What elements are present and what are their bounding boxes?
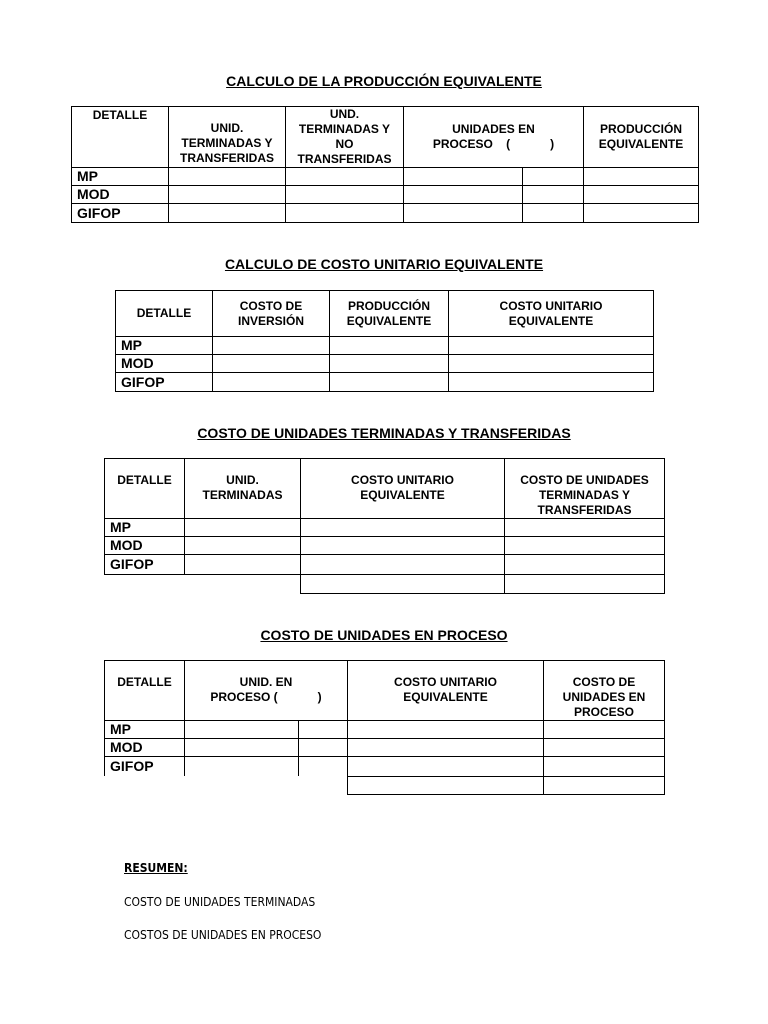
table2-cell[interactable]: [329, 372, 449, 392]
table4-header-unid-proceso: UNID. EN PROCESO ( ): [184, 660, 348, 721]
table2-cell[interactable]: [329, 354, 449, 373]
table3-cell[interactable]: [184, 554, 301, 575]
table1-cell[interactable]: [285, 167, 404, 186]
table3-header-costo-unidades: COSTO DE UNIDADES TERMINADAS Y TRANSFERIDAS: [504, 458, 665, 519]
table4-row-label: GIFOP: [104, 756, 185, 776]
table1-cell[interactable]: [285, 203, 404, 223]
table4-header-costo-unidades: COSTO DE UNIDADES EN PROCESO: [543, 660, 665, 721]
table2-header-detalle: DETALLE: [115, 290, 213, 337]
table4-cell[interactable]: [298, 720, 348, 739]
table1-cell[interactable]: [285, 185, 404, 204]
table1-cell[interactable]: [403, 185, 523, 204]
table1-cell[interactable]: [403, 167, 523, 186]
table2-cell[interactable]: [448, 354, 654, 373]
table4-cell[interactable]: [347, 720, 544, 739]
table2-row-label: MOD: [115, 354, 213, 373]
table2-row-label: MP: [115, 336, 213, 355]
table1-cell[interactable]: [168, 167, 286, 186]
table1-cell[interactable]: [583, 203, 699, 223]
summary-line-terminadas: COSTO DE UNIDADES TERMINADAS: [124, 895, 316, 909]
table1-cell[interactable]: [522, 203, 584, 223]
table3-cell[interactable]: [300, 554, 505, 575]
table2-header-produccion: PRODUCCIÓN EQUIVALENTE: [329, 290, 449, 337]
table3-total-cell[interactable]: [300, 574, 505, 594]
table4-cell[interactable]: [184, 756, 299, 776]
table1-cell[interactable]: [522, 185, 584, 204]
table4-cell[interactable]: [184, 720, 299, 739]
table3-header-unid-terminadas: UNID. TERMINADAS: [184, 458, 301, 519]
table2-cell[interactable]: [329, 336, 449, 355]
table2-cell[interactable]: [448, 372, 654, 392]
table4-cell[interactable]: [543, 738, 665, 757]
table4-cell[interactable]: [298, 738, 348, 757]
table4-row-label: MP: [104, 720, 185, 739]
table1-header-produccion: PRODUCCIÓN EQUIVALENTE: [583, 106, 699, 168]
table3-cell[interactable]: [184, 536, 301, 555]
summary-heading: RESUMEN:: [124, 861, 188, 875]
table3-header-costo-unitario: COSTO UNITARIO EQUIVALENTE: [300, 458, 505, 519]
table1-row-label: GIFOP: [71, 203, 169, 223]
table1-row-label: MOD: [71, 185, 169, 204]
table4-total-cell[interactable]: [347, 776, 544, 795]
table2-cell[interactable]: [448, 336, 654, 355]
table2-header-costo-inversion: COSTO DE INVERSIÓN: [212, 290, 330, 337]
table4-total-cell[interactable]: [543, 776, 665, 795]
table1-header-unid-terminadas: UNID. TERMINADAS Y TRANSFERIDAS: [168, 106, 286, 168]
table4-cell[interactable]: [347, 738, 544, 757]
table3-title: COSTO DE UNIDADES TERMINADAS Y TRANSFERIDAS: [197, 425, 571, 441]
table4-title: COSTO DE UNIDADES EN PROCESO: [260, 627, 508, 643]
table2-title: CALCULO DE COSTO UNITARIO EQUIVALENTE: [224, 256, 544, 272]
table3-row-label: GIFOP: [104, 554, 185, 575]
table2-cell[interactable]: [212, 354, 330, 373]
table3-cell[interactable]: [300, 518, 505, 537]
table1-cell[interactable]: [403, 203, 523, 223]
table3-cell[interactable]: [504, 518, 665, 537]
table4-header-detalle: DETALLE: [104, 660, 185, 721]
table1-cell[interactable]: [583, 185, 699, 204]
table2-cell[interactable]: [212, 372, 330, 392]
table2-header-costo-unitario: COSTO UNITARIO EQUIVALENTE: [448, 290, 654, 337]
table4-row-label: MOD: [104, 738, 185, 757]
table3-row-label: MOD: [104, 536, 185, 555]
table3-row-label: MP: [104, 518, 185, 537]
table3-cell[interactable]: [504, 536, 665, 555]
table1-cell[interactable]: [522, 167, 584, 186]
table2-row-label: GIFOP: [115, 372, 213, 392]
table4-header-costo-unitario: COSTO UNITARIO EQUIVALENTE: [347, 660, 544, 721]
table1-header-no-transferidas: UND. TERMINADAS Y NO TRANSFERIDAS: [285, 106, 404, 168]
table1-cell[interactable]: [168, 203, 286, 223]
table1-title: CALCULO DE LA PRODUCCIÓN EQUIVALENTE: [226, 73, 542, 89]
table1-header-unidades-proceso: UNIDADES EN PROCESO ( ): [403, 106, 584, 168]
table4-cell[interactable]: [184, 738, 299, 757]
table4-cell[interactable]: [347, 756, 544, 777]
table3-total-cell[interactable]: [504, 574, 665, 594]
table4-cell[interactable]: [298, 756, 348, 776]
table3-cell[interactable]: [300, 536, 505, 555]
table1-cell[interactable]: [583, 167, 699, 186]
table3-header-detalle: DETALLE: [104, 458, 185, 519]
table2-cell[interactable]: [212, 336, 330, 355]
table1-cell[interactable]: [168, 185, 286, 204]
table1-header-detalle: DETALLE: [71, 106, 169, 168]
table4-cell[interactable]: [543, 720, 665, 739]
summary-line-proceso: COSTOS DE UNIDADES EN PROCESO: [124, 928, 322, 942]
table3-cell[interactable]: [184, 518, 301, 537]
table3-cell[interactable]: [504, 554, 665, 575]
table1-row-label: MP: [71, 167, 169, 186]
table4-cell[interactable]: [543, 756, 665, 777]
